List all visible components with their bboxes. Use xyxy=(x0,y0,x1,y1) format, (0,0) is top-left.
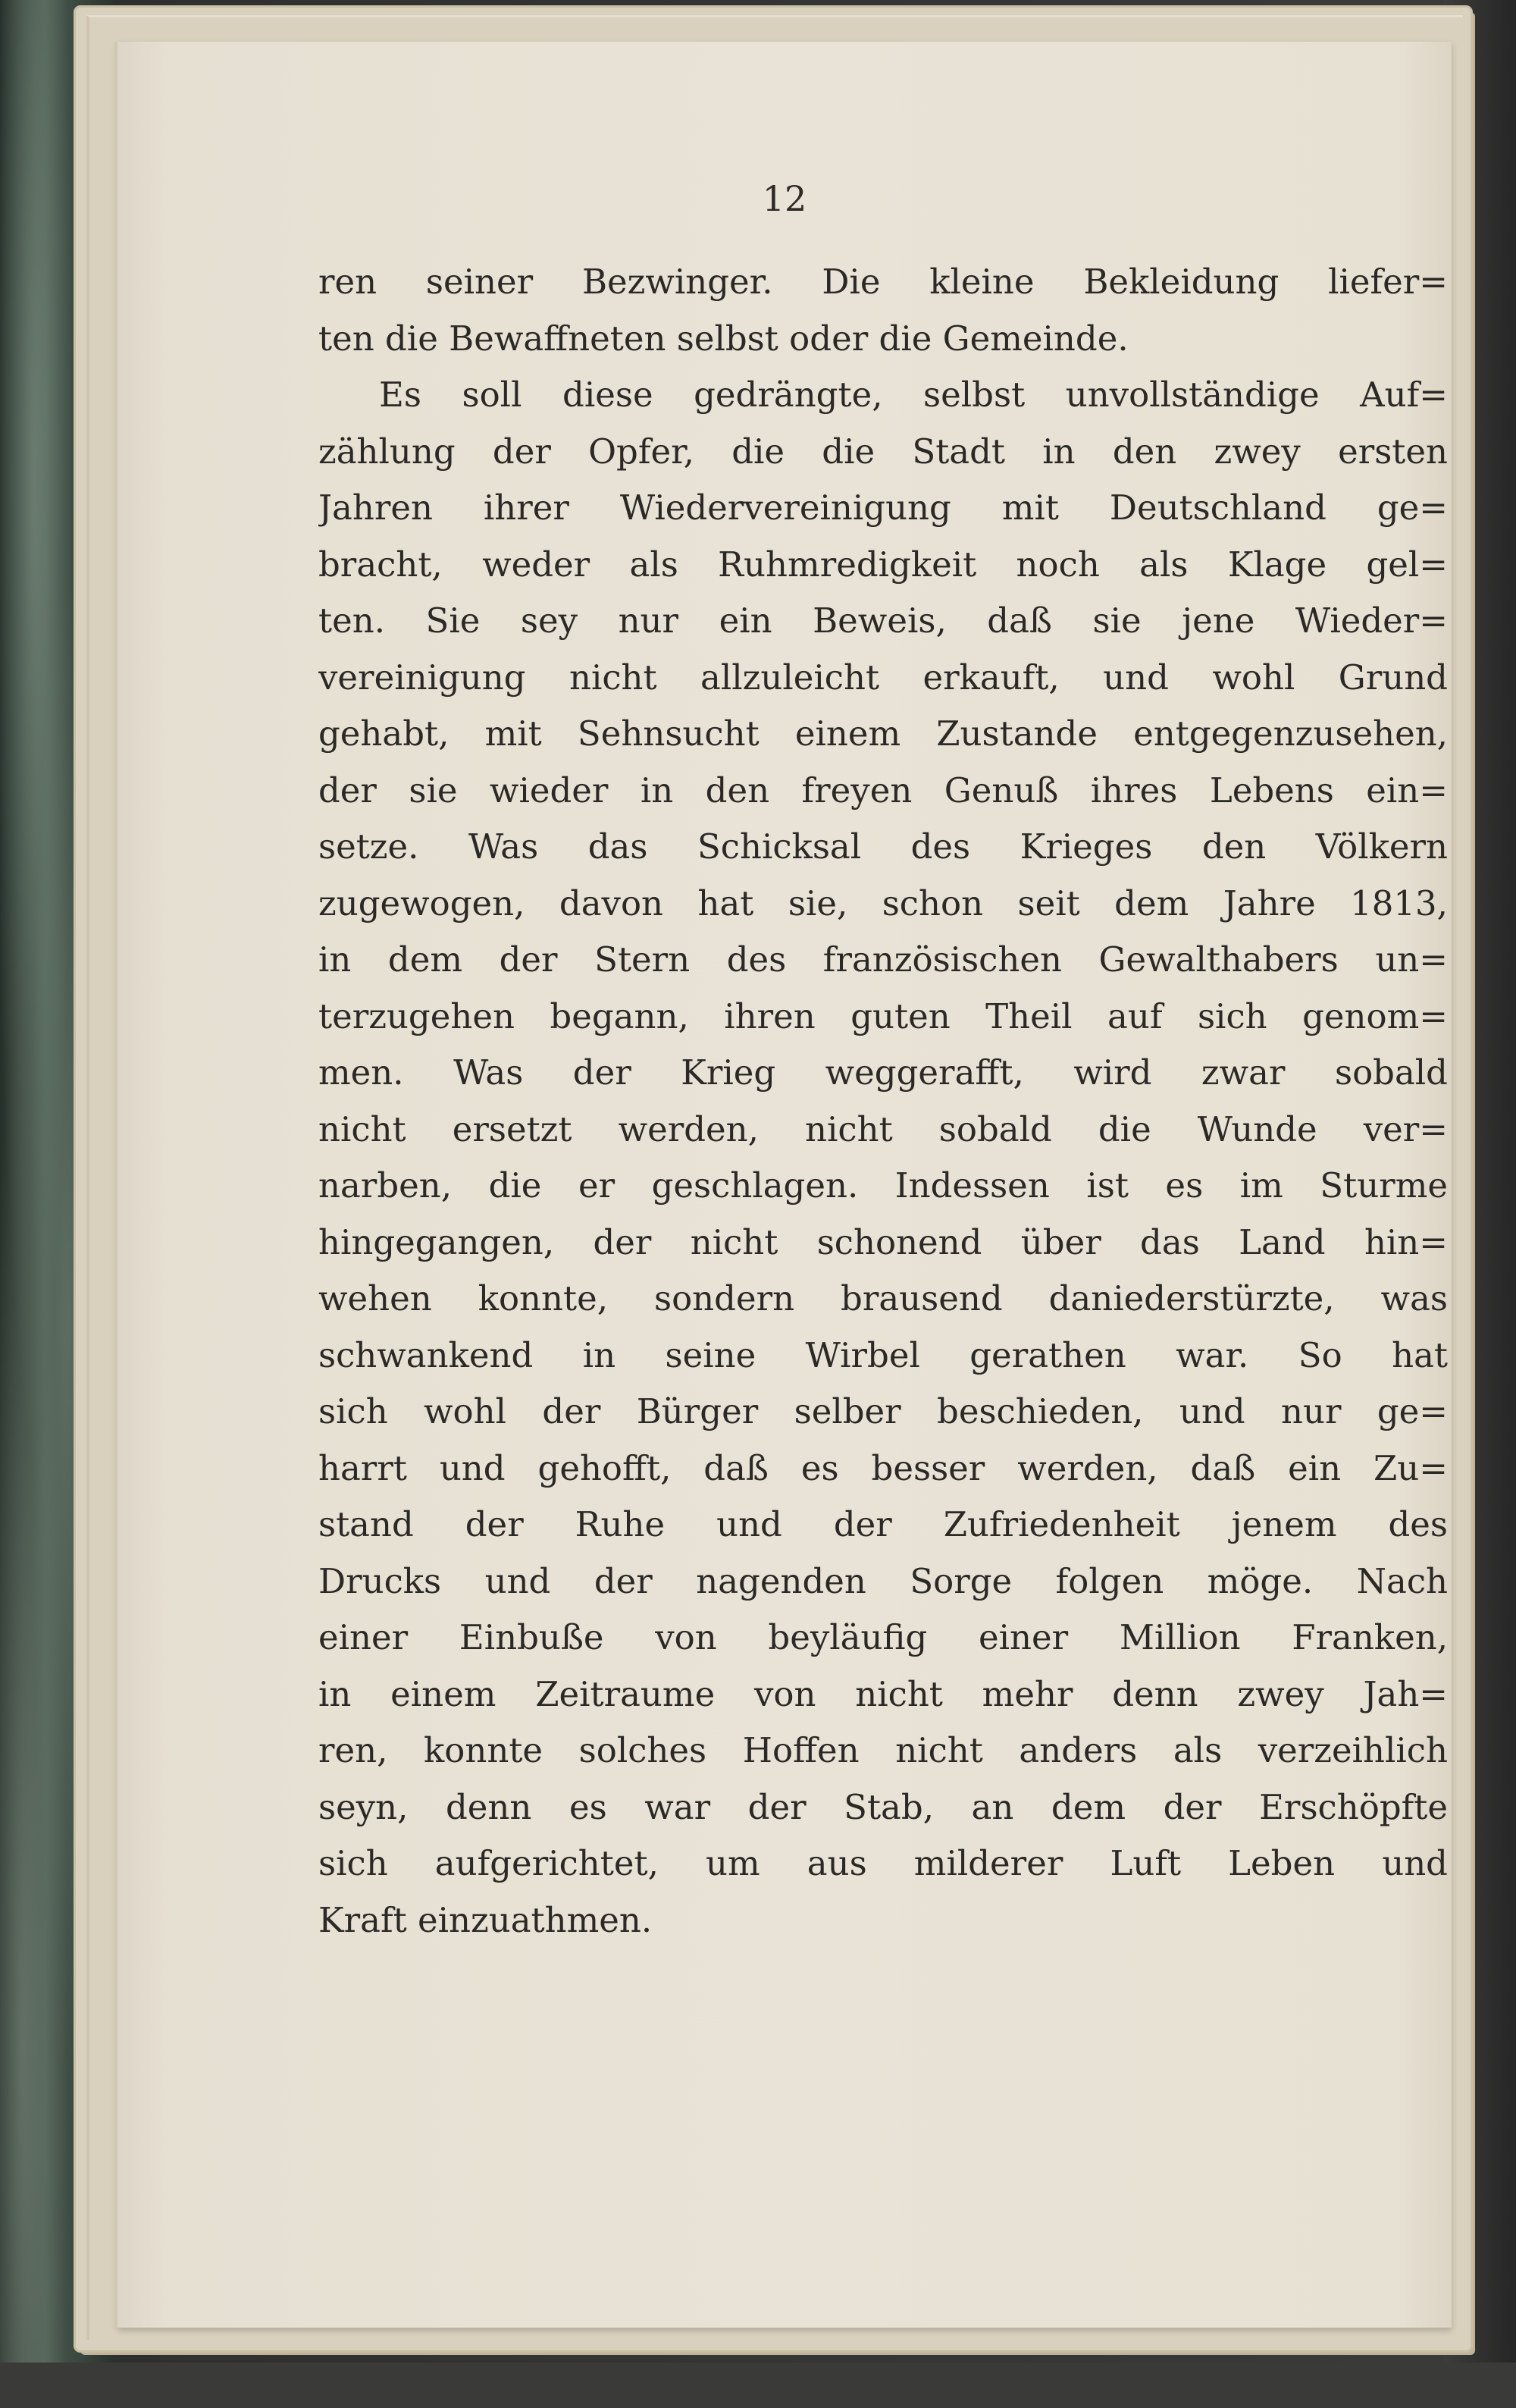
text-line: gehabt, mit Sehnsucht einem Zustande entgegenzusehen, xyxy=(318,713,1448,754)
text-line: Jahren ihrer Wiedervereinigung mit Deutschland ge= xyxy=(318,488,1448,528)
text-line: hingegangen, der nicht schonend über das Land hin= xyxy=(318,1221,1448,1262)
text-line: nicht ersetzt werden, nicht sobald die Wunde ver= xyxy=(318,1108,1448,1149)
text-line: harrt und gehofft, daß es besser werden, daß ein Zu= xyxy=(318,1447,1448,1488)
text-line: ten die Bewaffneten selbst oder die Gemeinde. xyxy=(318,318,1129,359)
text-line: sich aufgerichtet, um aus milderer Luft Leben und xyxy=(318,1843,1448,1883)
text-line: Drucks und der nagenden Sorge folgen möge. Nach xyxy=(318,1560,1448,1601)
text-line: zählung der Opfer, die die Stadt in den zwey ersten xyxy=(318,431,1448,472)
text-line: Es soll diese gedrängte, selbst unvollständige Auf= xyxy=(379,375,1448,415)
text-line: in einem Zeitraume von nicht mehr denn zwey Jah= xyxy=(318,1673,1448,1714)
text-line: setze. Was das Schicksal des Krieges den Völkern xyxy=(318,826,1448,867)
text-line: wehen konnte, sondern brausend daniederstürzte, was xyxy=(318,1278,1448,1318)
text-line: bracht, weder als Ruhmredigkeit noch als Klage gel= xyxy=(318,544,1448,585)
text-line: ren, konnte solches Hoffen nicht anders als verzeihlich xyxy=(318,1730,1448,1770)
text-line: vereinigung nicht allzuleicht erkauft, und wohl Grund xyxy=(318,657,1448,698)
text-line: der sie wieder in den freyen Genuß ihres Lebens ein= xyxy=(318,770,1448,811)
page-number: 12 xyxy=(762,178,807,219)
text-line: ten. Sie sey nur ein Beweis, daß sie jene Wieder= xyxy=(318,600,1448,641)
text-line: terzugehen begann, ihren guten Theil auf sich genom= xyxy=(318,995,1448,1036)
text-line: schwankend in seine Wirbel gerathen war. So hat xyxy=(318,1334,1448,1375)
text-line: sich wohl der Bürger selber beschieden, und nur ge= xyxy=(318,1391,1448,1431)
text-line: ren seiner Bezwinger. Die kleine Bekleidung liefer= xyxy=(318,262,1448,302)
background-bottom xyxy=(0,2363,1516,2408)
text-line: einer Einbuße von beyläufig einer Million Franken, xyxy=(318,1617,1448,1657)
text-line: narben, die er geschlagen. Indessen ist es im Sturme xyxy=(318,1165,1448,1206)
text-line: in dem der Stern des französischen Gewalthabers un= xyxy=(318,939,1448,980)
body-text xyxy=(318,254,1448,1949)
book-page xyxy=(117,42,1452,2328)
text-line: seyn, denn es war der Stab, an dem der Erschöpfte xyxy=(318,1786,1448,1827)
text-line: zugewogen, davon hat sie, schon seit dem Jahre 1813, xyxy=(318,883,1448,923)
text-line: Kraft einzuathmen. xyxy=(318,1899,653,1940)
text-line: stand der Ruhe und der Zufriedenheit jenem des xyxy=(318,1504,1448,1544)
text-line: men. Was der Krieg weggerafft, wird zwar sobald xyxy=(318,1052,1448,1093)
